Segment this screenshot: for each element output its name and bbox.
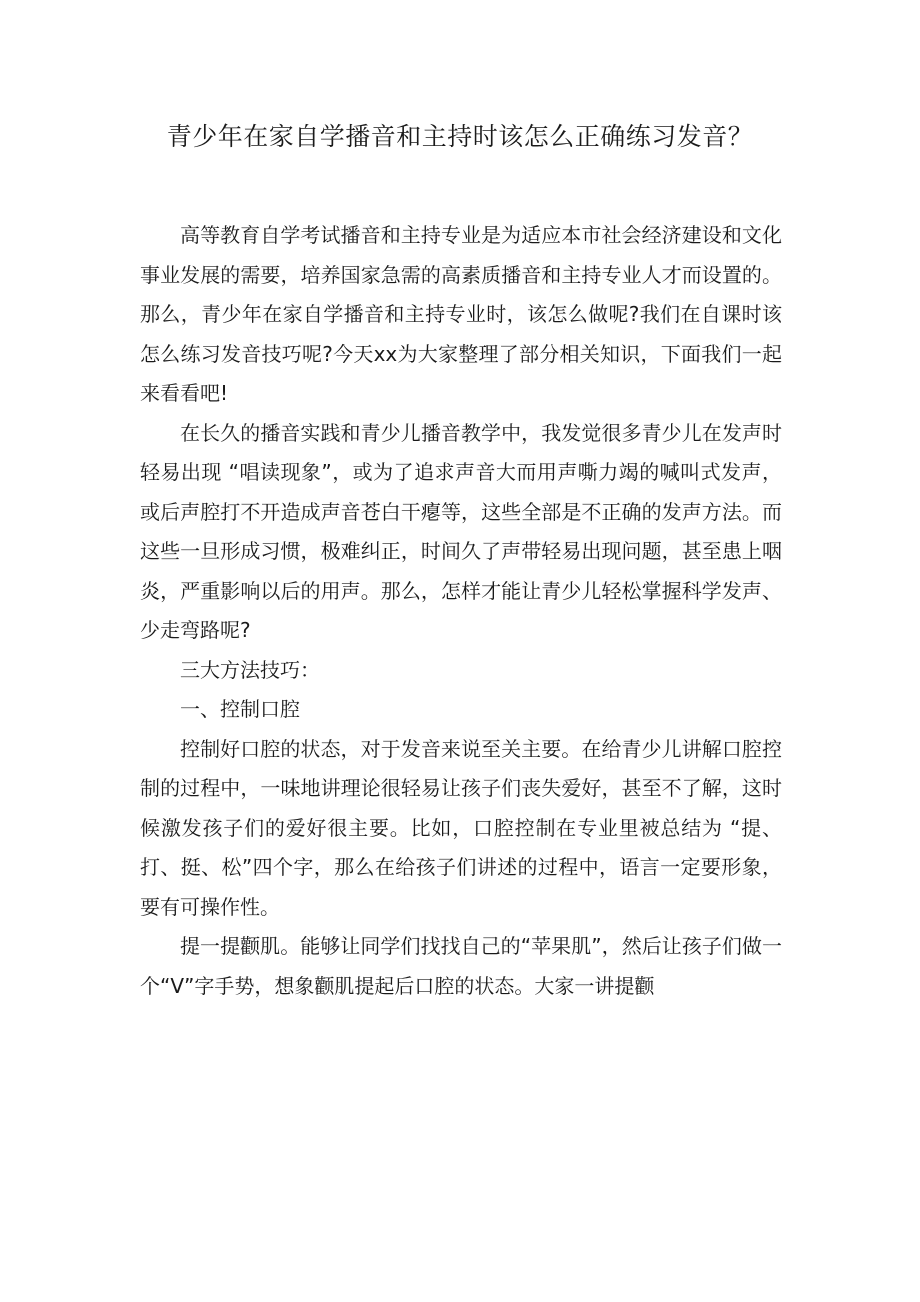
paragraph-problem: 在长久的播音实践和青少儿播音教学中，我发觉很多青少儿在发声时轻易出现 “唱读现象”，或为了追求声音大而用声嘶力竭的喊叫式发声，或后声腔打不开造成声音苍白干瘪等，这些全部是不正确的发声方法。而这些一旦形成习惯，极难纠正，时间久了声带轻易出现问题，甚至患上咽炎，严重影响以后的用声。那么，怎样才能让青少儿轻松掌握科学发声、少走弯路呢?: [140, 420, 782, 642]
document-body: [140, 216, 782, 1006]
paragraph-methods-heading: 三大方法技巧：: [180, 657, 320, 682]
document-title: 青少年在家自学播音和主持时该怎么正确练习发音？: [166, 122, 754, 151]
paragraph-cheek-lift: 提一提颧肌。能够让同学们找找自己的“苹果肌”，然后让孩子们做一个“V”字手势，想象颧肌提起后口腔的状态。大家一讲提颧: [140, 934, 782, 998]
paragraph-intro: 高等教育自学考试播音和主持专业是为适应本市社会经济建设和文化事业发展的需要，培养国家急需的高素质播音和主持专业人才而设置的。那么，青少年在家自学播音和主持专业时，该怎么做呢?我们在自课时该怎么练习发音技巧呢?今天xx为大家整理了部分相关知识，下面我们一起来看看吧!: [140, 223, 782, 405]
paragraph-mouth-control: 控制好口腔的状态，对于发音来说至关主要。在给青少儿讲解口腔控制的过程中，一味地讲理论很轻易让孩子们丧失爱好，甚至不了解，这时候激发孩子们的爱好很主要。比如，口腔控制在专业里被总结为 “提、打、挺、松”四个字，那么在给孩子们讲述的过程中，语言一定要形象，要有可操作性。: [140, 736, 782, 919]
section-heading-mouth-control: 一、控制口腔: [180, 697, 300, 721]
